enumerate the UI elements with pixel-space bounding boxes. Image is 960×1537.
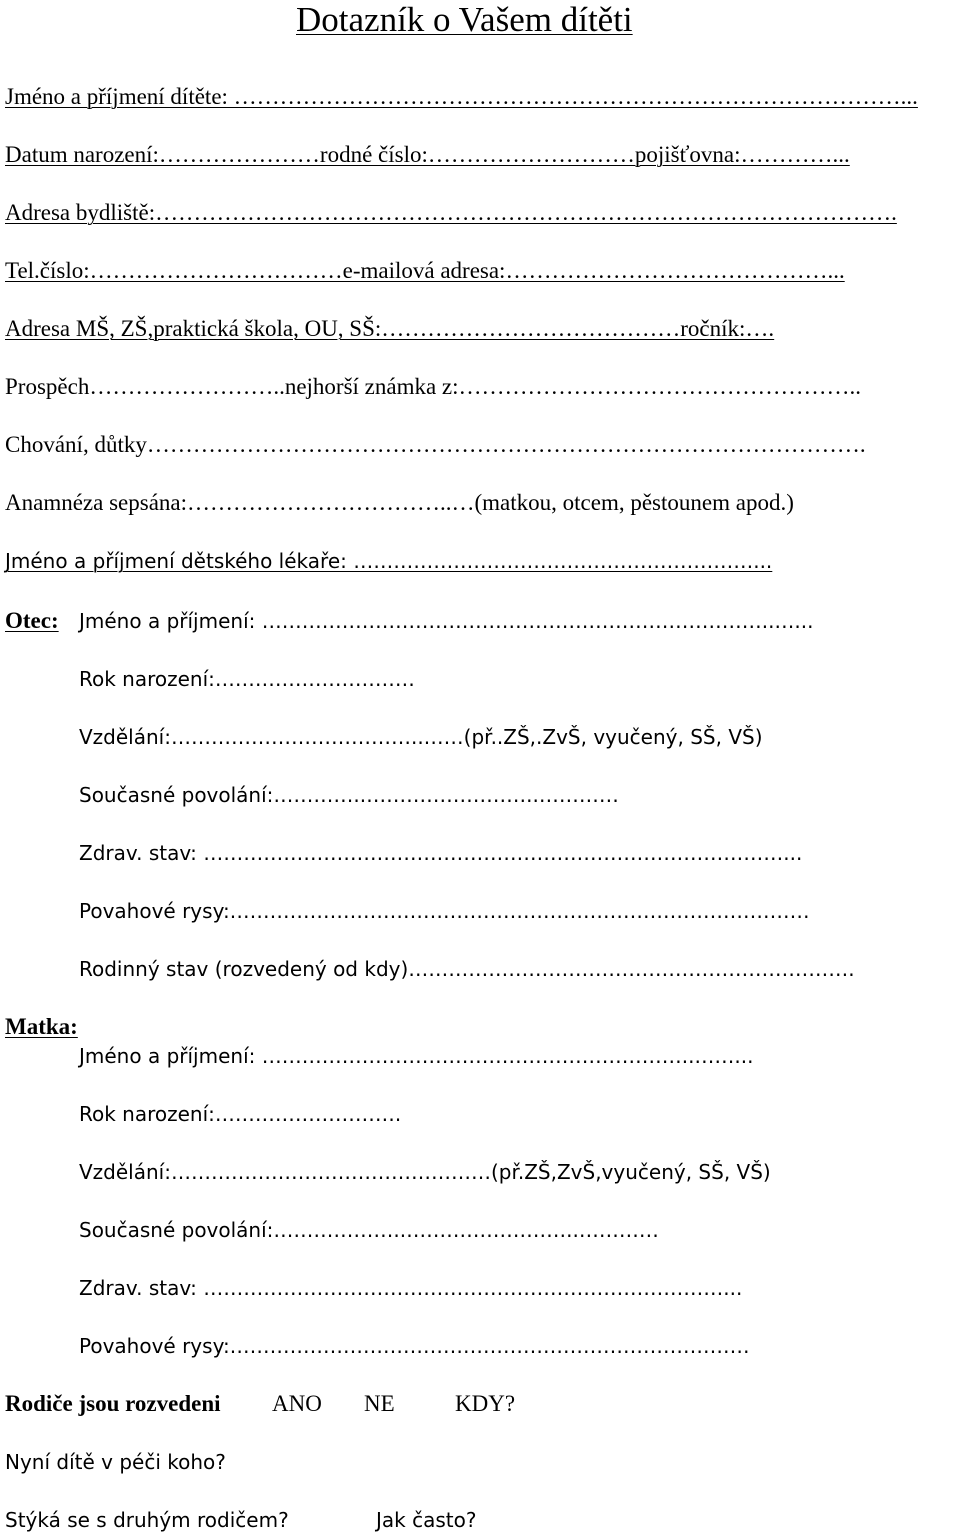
custody-question: Nyní dítě v péči koho?: [5, 1450, 226, 1474]
child-name-line: Jméno a příjmení dítěte: ……………………………………………………………………………...: [5, 84, 918, 109]
mother-job-line: Současné povolání:………………..……………………..…………: [79, 1218, 659, 1242]
contact-question: Stýká se s druhým rodičem?: [5, 1508, 289, 1532]
child-name-field[interactable]: [5, 83, 918, 111]
phone-field[interactable]: [5, 257, 845, 285]
pediatrician-line: Jméno a příjmení dětského lékaře: ……………………………………………………...: [5, 549, 773, 573]
father-job-field[interactable]: [79, 781, 619, 809]
page-title: Dotazník o Vašem dítěti: [296, 0, 633, 39]
mother-traits-line: Povahové rysy:……………………………………………………………………: [79, 1334, 750, 1358]
mother-birth-field[interactable]: [79, 1100, 401, 1128]
birth-date-line: Datum narození:…………………rodné číslo:………………………pojišťovna:…………...: [5, 142, 850, 167]
father-health-line: Zdrav. stav: ……………………………………………………………………………...: [79, 841, 803, 865]
behavior-field[interactable]: [5, 431, 866, 459]
father-health-field[interactable]: [79, 839, 802, 867]
father-name-line: Jméno a příjmení: …………………………………………………………………..…...: [79, 609, 814, 633]
mother-name-line: Jméno a příjmení: ………………………………………………………..……...: [79, 1044, 754, 1068]
option-when[interactable]: KDY?: [455, 1391, 516, 1416]
anamnesis-field[interactable]: [5, 489, 794, 517]
behavior-line: Chování, důtky………………………………………………………………………………….: [5, 432, 866, 457]
mother-education-field[interactable]: [79, 1158, 771, 1186]
father-education-field[interactable]: [79, 723, 763, 751]
mother-heading: Matka:: [5, 1014, 78, 1039]
father-name-field[interactable]: [79, 607, 814, 635]
mother-education-line: Vzdělání:…………………………………………(př.ZŠ,ZvŠ,vyučený, SŠ, VŠ): [79, 1160, 771, 1184]
anamnesis-line: Anamnéza sepsána:……………………………..…(matkou, otcem, pěstounem apod.): [5, 490, 794, 515]
grades-line: Prospěch……………………..nejhorší známka z:……………………………………………..: [5, 374, 862, 399]
option-no[interactable]: NE: [364, 1391, 395, 1416]
how-often-question: Jak často?: [376, 1508, 477, 1532]
father-birth-field[interactable]: [79, 665, 415, 693]
mother-health-line: Zdrav. stav: ……………………………………………………………………...: [79, 1276, 743, 1300]
school-field[interactable]: [5, 315, 774, 343]
address-field[interactable]: [5, 199, 897, 227]
phone-line: Tel.číslo:……………………………e-mailová adresa:……………………………………...: [5, 258, 845, 283]
pediatrician-field[interactable]: [5, 547, 772, 575]
father-heading: Otec:: [5, 608, 59, 633]
father-marital-field[interactable]: [79, 955, 855, 983]
school-line: Adresa MŠ, ZŠ,praktická škola, OU, SŠ:…………………………………ročník:….: [5, 316, 775, 341]
mother-traits-field[interactable]: [79, 1332, 750, 1360]
birth-date-field[interactable]: [5, 141, 850, 169]
divorced-question: Rodiče jsou rozvedeni: [5, 1391, 221, 1416]
father-birth-line: Rok narození:…………………………: [79, 667, 415, 691]
father-traits-field[interactable]: [79, 897, 810, 925]
father-job-line: Současné povolání:…………..……………………..…………: [79, 783, 619, 807]
grades-field[interactable]: [5, 373, 861, 401]
mother-name-field[interactable]: [79, 1042, 754, 1070]
father-marital-line: Rodinný stav (rozvedený od kdy)………………………………………………………….: [79, 957, 855, 981]
father-education-line: Vzdělání:………………………………..……(př..ZŠ,.ZvŠ, vyučený, SŠ, VŠ): [79, 725, 763, 749]
address-line: Adresa bydliště:…………………………………………………………………………………….: [5, 200, 897, 225]
mother-birth-line: Rok narození:……………………….: [79, 1102, 402, 1126]
mother-health-field[interactable]: [79, 1274, 742, 1302]
mother-job-field[interactable]: [79, 1216, 659, 1244]
option-yes[interactable]: ANO: [272, 1391, 322, 1416]
father-traits-line: Povahové rysy:……………………………………………………………………………: [79, 899, 810, 923]
